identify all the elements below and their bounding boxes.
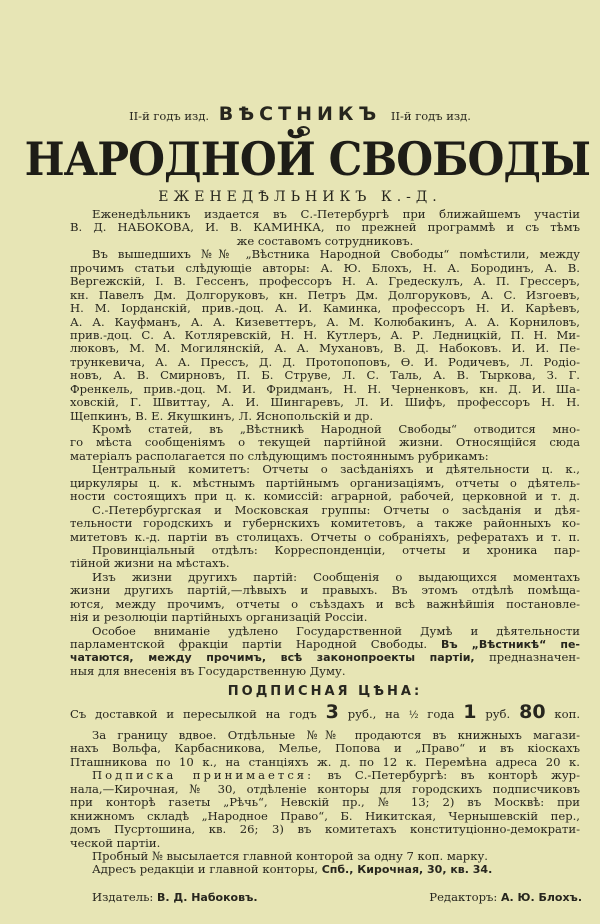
text-line xyxy=(70,769,580,782)
text-line: Кромѣ статей, въ „Вѣстникѣ Народной Свободы“ отводится мно- xyxy=(92,422,580,436)
publisher xyxy=(92,889,258,905)
text-line: ческой партіи. xyxy=(70,835,161,850)
title-block xyxy=(0,134,600,184)
text-line: домъ Пусртошина, кв. 26; 3) въ комитетахъ конституціонно-демократи- xyxy=(70,822,580,837)
editor xyxy=(429,889,582,905)
publisher-name: В. Д. Набоковъ. xyxy=(157,891,258,904)
text-line: С.-Петербургская и Московская группы: Отчеты о засѣданія и дѣя- xyxy=(92,502,580,517)
body-text xyxy=(70,208,580,678)
text-segment: Адресъ редакціи и главной конторы, xyxy=(92,862,319,877)
text-line: Въ вышедшихъ №№ „Вѣстника Народной Свободы“ помѣстили, между xyxy=(92,247,580,262)
text-line xyxy=(70,638,580,651)
year-right: II-й годъ изд. xyxy=(390,109,471,123)
bold-segment: чатаются, между прочимъ, всѣ законопроекты партіи, xyxy=(70,651,475,665)
text-line: Пробный № высылается главной конторой за одну 7 коп. марку. xyxy=(92,848,488,863)
text-segment: парламентской фракціи партіи Народной Свободы. xyxy=(70,637,428,651)
text-line: Пташникова по 10 к., на станціяхъ ж. д. по 12 к. Перемѣна адреса 20 к. xyxy=(70,754,580,769)
text-segment: коп. xyxy=(554,707,581,721)
text-line: Еженедѣльникъ издается въ С.-Петербургѣ при ближайшемъ участіи xyxy=(92,207,580,221)
text-segment: предназначен- xyxy=(489,650,580,665)
text-segment: Подписка принимается: xyxy=(92,768,315,783)
masthead-line xyxy=(0,103,600,125)
text-line: жизни другихъ партій,—лѣвыхъ и правыхъ. Въ этомъ отдѣлѣ помѣща- xyxy=(70,583,580,598)
text-segment: руб., на xyxy=(347,707,400,721)
text-line: нія и резолюціи партійныхъ организацій Россіи. xyxy=(70,610,368,625)
text-line: Френкель, прив.-доц. М. И. Фридманъ, Н. Н. Черненковъ, кн. Д. И. Ша- xyxy=(70,381,580,396)
text-line: нала,—Кирочная, № 30, отдѣленіе конторы для городскихъ подписчиковъ xyxy=(70,781,580,796)
text-line: кн. Павелъ Дм. Долгоруковъ, кн. Петръ Дм. Долгоруковъ, А. С. Изгоевъ, xyxy=(70,287,580,302)
price-line xyxy=(70,701,580,723)
text-line xyxy=(70,651,580,664)
text-line: А. А. Кауфманъ, А. А. Кизеветтеръ, А. М. Колюбакинъ, А. А. Корниловъ, xyxy=(70,314,580,329)
text-line: го мѣста сообщеніямъ о текущей партійной жизни. Относящійся сюда xyxy=(70,435,580,450)
bold-segment: Въ „Вѣстникѣ“ пе- xyxy=(441,638,581,651)
text-line: Вергежскій, І. В. Гессенъ, профессоръ Н. А. Гредескулъ, А. П. Грессеръ, xyxy=(70,274,580,289)
footer xyxy=(92,889,582,905)
text-line: прив.-доц. С. А. Котляревскій, Н. Н. Кутлеръ, А. Р. Ледницкій, П. Н. Ми- xyxy=(70,327,580,342)
text-line: ныя для внесенія въ Государственную Думу. xyxy=(70,663,346,678)
text-line: Изъ жизни другихъ партій: Сообщенія о выдающихся моментахъ xyxy=(92,569,580,584)
address: Спб., Кирочная, 30, кв. 34. xyxy=(321,863,493,877)
text-line: циркуляры ц. к. мѣстнымъ партійнымъ организаціямъ, отчеты о дѣятель- xyxy=(70,475,580,490)
text-line: За границу вдвое. Отдѣльные №№ продаются въ книжныхъ магази- xyxy=(92,728,580,742)
text-segment: Съ доставкой и пересылкой на годъ xyxy=(70,707,317,721)
text-line: же составомъ сотрудниковъ. xyxy=(236,233,414,248)
price-year: 3 xyxy=(325,701,339,723)
text-line: Особое вниманіе удѣлено Государственной Думѣ и дѣятельности xyxy=(92,623,580,638)
text-line: нахъ Вольфа, Карбасникова, Мелье, Попова и „Право“ и въ кіоскахъ xyxy=(70,741,580,756)
text-line: Н. М. Іорданскій, прив.-доц. А. И. Каминка, профессоръ Н. И. Карѣевъ, xyxy=(70,301,580,316)
editor-name: А. Ю. Блохъ. xyxy=(501,891,582,904)
text-segment: въ С.-Петербургѣ: въ конторѣ жур- xyxy=(327,768,580,783)
text-line: Провинціальный отдѣлъ: Корреспонденціи, отчеты и хроника пар- xyxy=(92,542,580,557)
text-line: Центральный комитетъ: Отчеты о засѣданіяхъ и дѣятельности ц. к., xyxy=(92,462,580,477)
text-line: прочимъ статьи слѣдующіе авторы: А. Ю. Блохъ, Н. А. Бородинъ, А. В. xyxy=(70,260,580,275)
text-line: при конторѣ газеты „Рѣчь“, Невскій пр., № 13; 2) въ Москвѣ: при xyxy=(70,795,580,810)
fraction: ½ xyxy=(408,710,419,721)
text-line: тельности городскихъ и губернскихъ комитетовъ, а также районныхъ ко- xyxy=(70,516,580,531)
subscription-section xyxy=(70,683,580,877)
year-left: II-й годъ изд. xyxy=(129,109,210,123)
text-line: В. Д. НАБОКОВА, И. В. КАМИНКА, по прежней программѣ и съ тѣмъ xyxy=(70,220,580,235)
subtitle: ЕЖЕНЕДѢЛЬНИКЪ К.-Д. xyxy=(158,189,442,205)
title: НАРОДНОЙ СВОБОДЫ xyxy=(24,132,591,186)
price-half-rub: 1 xyxy=(463,701,477,723)
text-line: ховскій, Г. Швиттау, А. И. Шингаревъ, Л. И. Шифъ, профессоръ Н. Н. xyxy=(70,395,580,410)
price-heading: ПОДПИСНАЯ ЦѢНА: xyxy=(227,684,423,699)
text-segment: года xyxy=(427,707,455,721)
text-line: ются, между прочимъ, отчеты о съѣздахъ и всѣ важнѣйшія постановле- xyxy=(70,596,580,611)
text-segment: руб. xyxy=(485,707,511,721)
text-line: трункевича, А. А. Прессъ, Д. Д. Протопоповъ, Ѳ. И. Родичевъ, Л. Родіо- xyxy=(70,354,580,369)
publisher-label: Издатель: xyxy=(92,890,154,904)
text-line xyxy=(70,863,580,876)
text-line: книжномъ складѣ „Народное Право“, Б. Никитская, Чернышевскій пер., xyxy=(70,808,580,823)
text-line: ности состоящихъ при ц. к. комиссій: аграрной, рабочей, церковной и т. д. xyxy=(70,489,580,504)
text-line: люковъ, М. М. Могилянскій, А. А. Мухановъ, В. Д. Набоковъ. И. И. Пе- xyxy=(70,341,580,356)
editor-label: Редакторъ: xyxy=(429,890,498,904)
text-line: матеріалъ располагается по слѣдующимъ постояннымъ рубрикамъ: xyxy=(70,448,489,463)
text-line: тійной жизни на мѣстахъ. xyxy=(70,556,230,571)
masthead: ВѢСТНИКЪ xyxy=(218,103,382,125)
text-line: новъ, А. В. Смирновъ, П. Б. Струве, Л. С. Таль, А. В. Тыркова, З. Г. xyxy=(70,368,580,383)
price-half-kop: 80 xyxy=(519,701,546,723)
text-line: митетовъ к.-д. партіи въ столицахъ. Отчеты о собраніяхъ, рефератахъ и т. п. xyxy=(70,529,580,544)
text-line: Щепкинъ, В. Е. Якушкинъ, Л. Яснопольскій и др. xyxy=(70,408,374,423)
